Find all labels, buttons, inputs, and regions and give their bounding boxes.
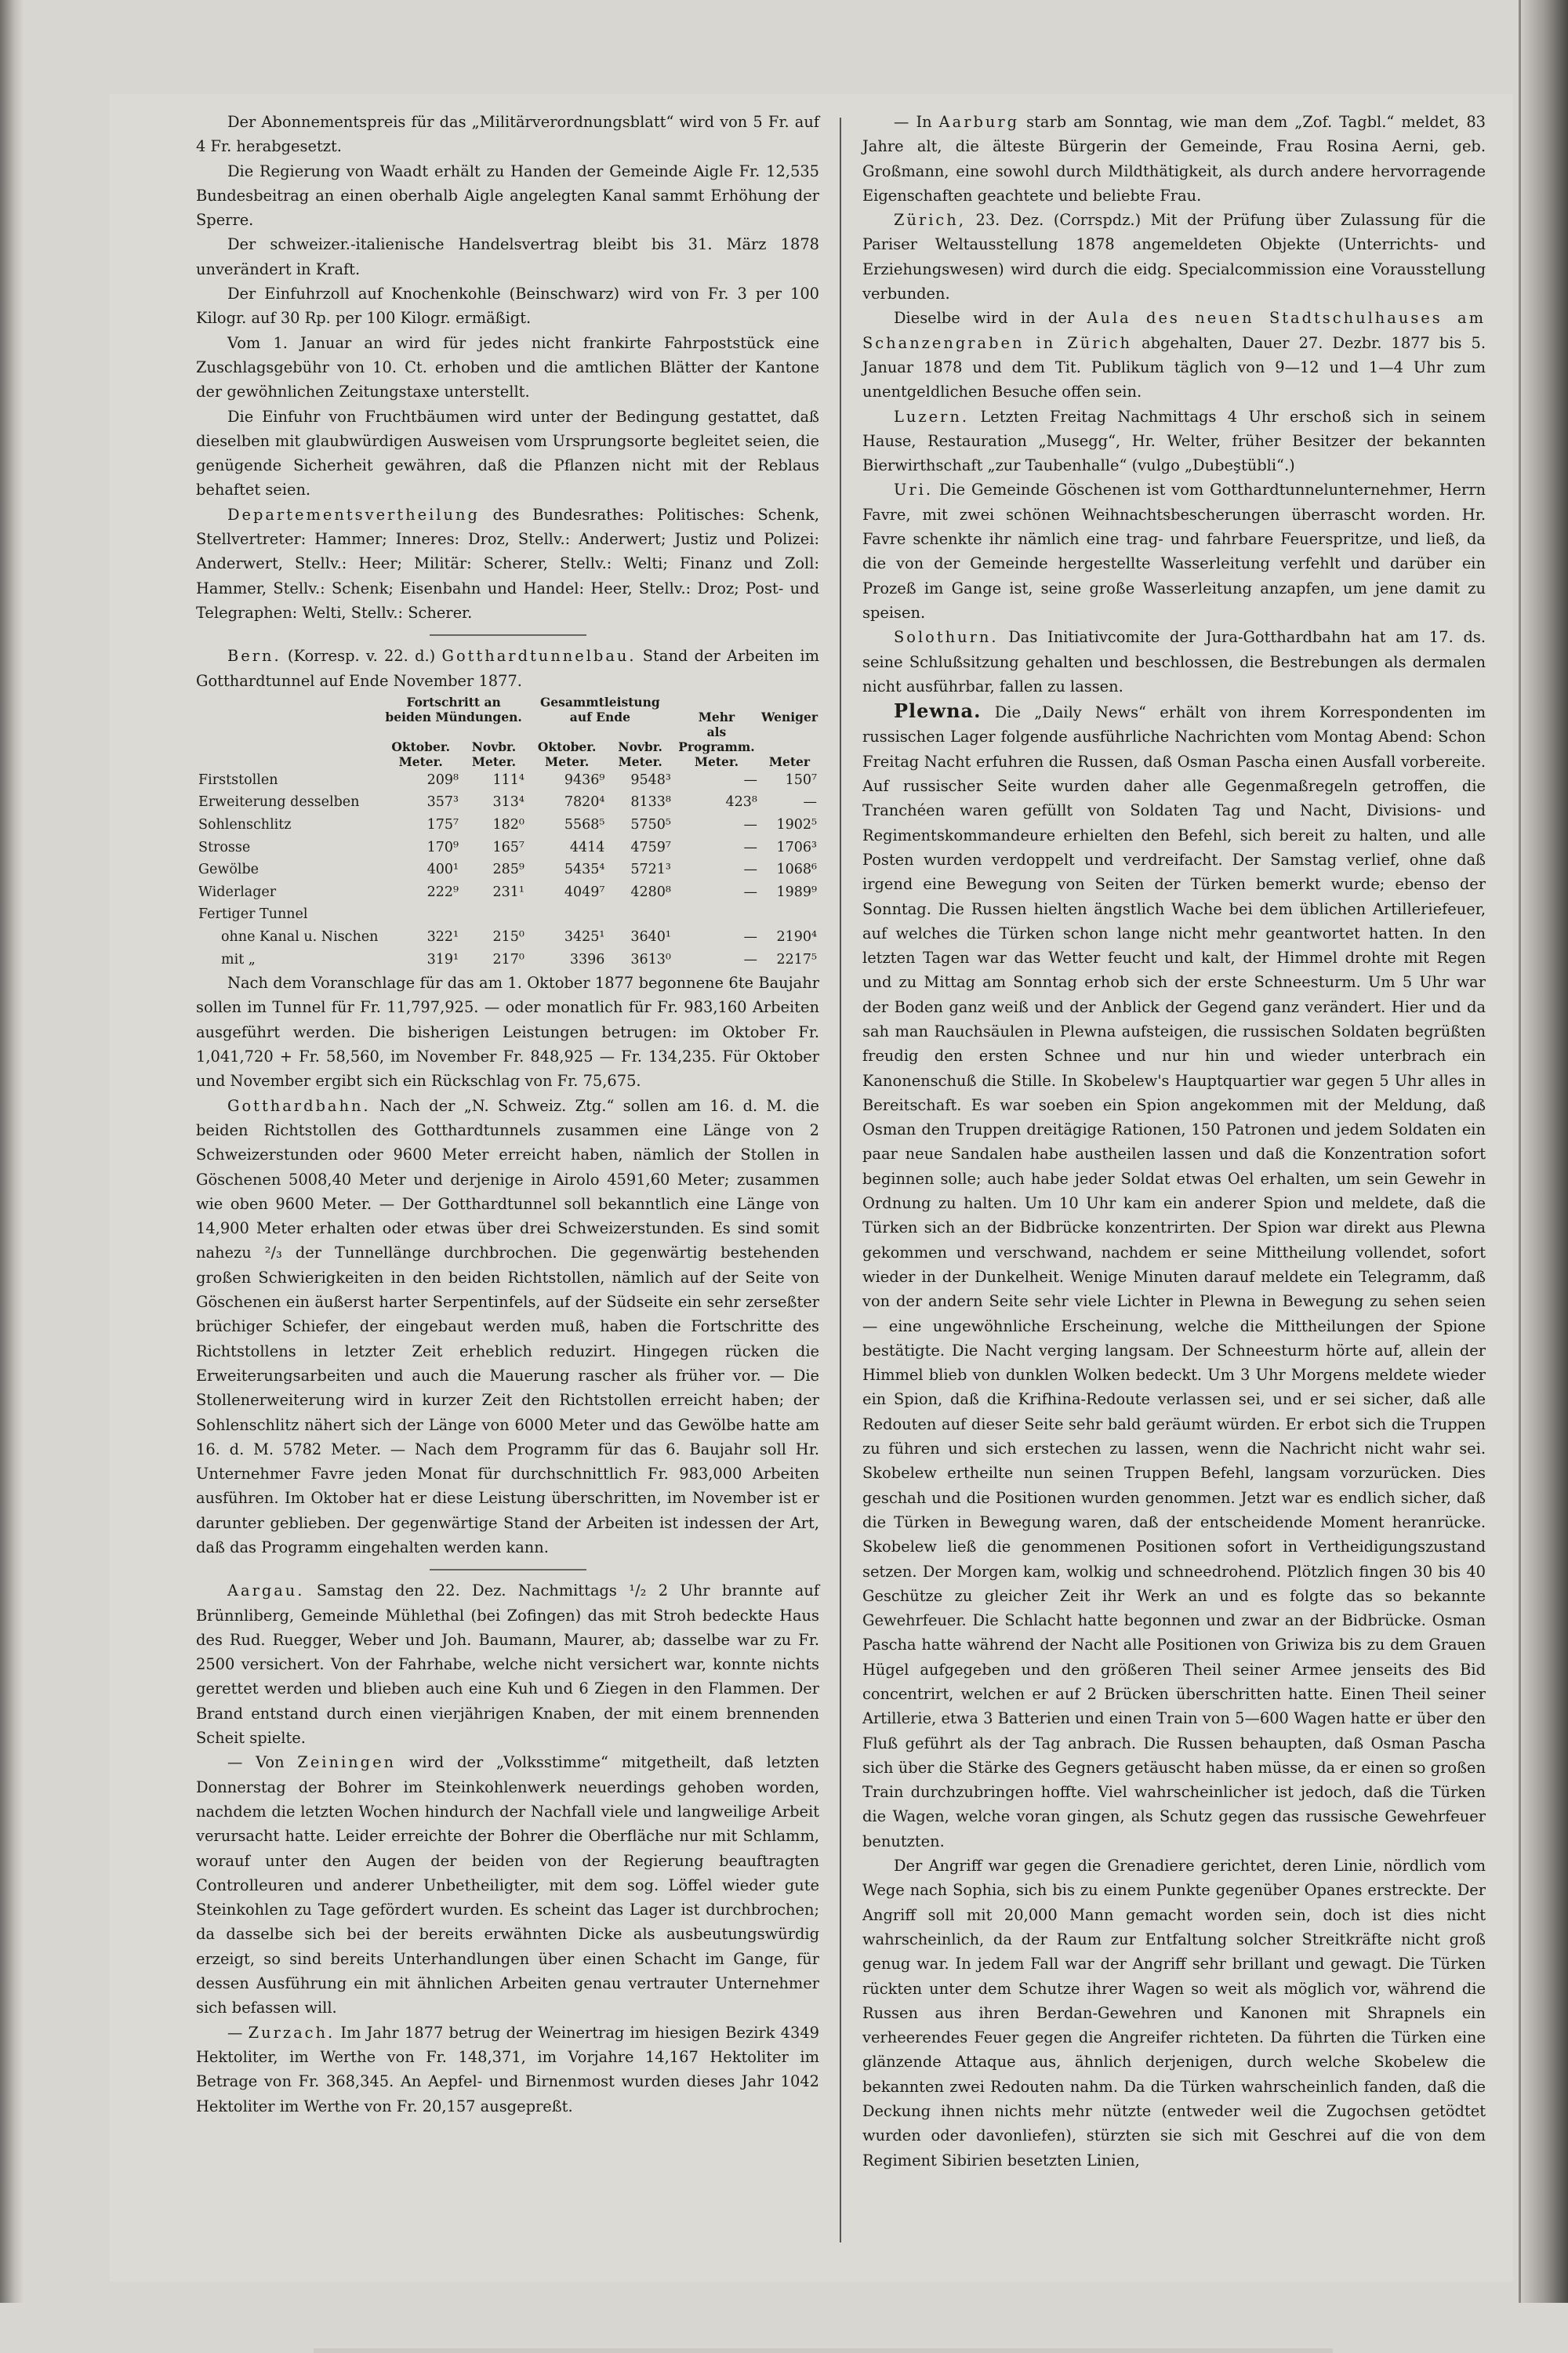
th-sub: Novbr. Meter. bbox=[618, 739, 662, 769]
th-sub: Novbr. Meter. bbox=[471, 739, 517, 769]
cell: 400¹ bbox=[426, 862, 459, 878]
zeiningen-article bbox=[196, 1750, 819, 2020]
aarburg-label: Aarburg bbox=[938, 113, 1020, 131]
abonnement-notice: Der Abonnementspreis für das „Militärverordnungsblatt“ wird von 5 Fr. auf 4 Fr. herabgesetzt. bbox=[196, 113, 819, 156]
cell: 231¹ bbox=[492, 884, 524, 900]
zurich-text: 23. Dez. (Corrspdz.) Mit der Prüfung über Zulassung für die Pariser Weltausstellung 1878 angemeldeten Objekte (Unterrichts- und Erziehungswesen) wird durch die eidg. Specialcommission eine Vorausstellung verbunden. bbox=[862, 211, 1486, 303]
th-fortschritt: Fortschritt an beiden Mündungen. bbox=[385, 694, 522, 724]
row-label: Strosse bbox=[198, 839, 251, 855]
row-label: Erweiterung desselben bbox=[198, 794, 360, 811]
cell: 209⁸ bbox=[426, 772, 459, 788]
row-label: Firststollen bbox=[198, 772, 278, 788]
zurich-p2-pre: Dieselbe wird in der bbox=[894, 309, 1087, 328]
th-gesammt: Gesammtleistung auf Ende bbox=[540, 694, 660, 724]
luzern-text: Letzten Freitag Nachmittags 4 Uhr erschoß sich in seinem Hause, Restauration „Musegg“, Hr. Welter, früher Besitzer der bekannten Bierwirthschaft „zur Taubenhalle“ (vulgo „Dubeştübli“.) bbox=[862, 407, 1486, 475]
bern-label: Bern. bbox=[227, 647, 281, 666]
zurich-p2-text: abgehalten, Dauer 27. Dezbr. 1877 bis 5. Januar 1878 und dem Tit. Publikum täglich von 9—12 und 1—4 Uhr zum unentgeldlichen Besuche offen sein. bbox=[862, 333, 1486, 401]
table-row bbox=[196, 791, 819, 814]
cell: 7820⁴ bbox=[564, 794, 605, 811]
einfuhrzoll-notice: Der Einfuhrzoll auf Knochenkohle (Beinschwarz) wird von Fr. 3 per 100 Kilogr. auf 30 Rp. per 100 Kilogr. ermäßigt. bbox=[196, 285, 819, 328]
cell: 2190⁴ bbox=[776, 928, 817, 945]
left-column bbox=[196, 110, 819, 2119]
zeiningen-text: wird der „Volksstimme“ mitgetheilt, daß letzten Donnerstag der Bohrer im Steinkohlenwerk neuerdings gehoben worden, nachdem die letzten Wochen hindurch der Nachfall viele und langweilige Arbeit verursacht hatte. Leider erreichte der Bohrer die Oberfläche nur mit Schlamm, worauf unter den Augen der beiden von der Regierung beauftragten Controlleuren und anderer Unbetheiligter, mit dem sog. Löffel wieder gute Steinkohlen zu Tage gefördert wurden. Es scheint das Lager ist durchbrochen; da dasselbe sich bei der bereits erwähnten Dicke als ausbeutungswürdig erzeigt, so sind bereits Unterhandlungen über einen Schacht im Gange, für dessen Ausführung ein mit ähnlichen Arbeiten genau vertrauter Unternehmer sich befassen will. bbox=[196, 1753, 820, 2017]
aargau-text: Samstag den 22. Dez. Nachmittags ¹/₂ 2 Uhr brannte auf Brünnliberg, Gemeinde Mühlethal (bei Zofingen) das mit Stroh bedeckte Haus des Rud. Ruegger, Weber und Joh. Baumann, Maurer, ab; dasselbe war zu Fr. 2500 versichert. Von der Fahrhabe, welche nicht versichert war, konnte nichts gerettet werden und blieben auch eine Kuh und 6 Ziegen in den Flammen. Der Brand entstand durch einen vierjährigen Knaben, der mit einem brennenden Scheit spielte. bbox=[196, 1581, 819, 1748]
luzern-article bbox=[862, 405, 1486, 478]
zurich-article-2 bbox=[862, 306, 1486, 404]
cell: 4049⁷ bbox=[564, 884, 605, 900]
cell: — bbox=[743, 839, 757, 855]
zurzach-text: Im Jahr 1877 betrug der Weinertrag im hiesigen Bezirk 4349 Hektoliter, im Werthe von Fr. 148,371, im Vorjahre 14,167 Hektoliter im Betrage von Fr. 368,345. An Aepfel- und Birnenmost wurden dieses Jahr 1042 Hektoliter im Werthe von Fr. 20,157 ausgepreßt. bbox=[196, 2023, 819, 2115]
tunnel-progress-table bbox=[196, 695, 819, 971]
solothurn-label: Solothurn. bbox=[894, 628, 999, 647]
cell: — bbox=[743, 817, 757, 833]
cell: 222⁹ bbox=[426, 884, 459, 900]
aarburg-article bbox=[862, 110, 1486, 208]
zurich-article bbox=[862, 208, 1486, 306]
aarburg-text: starb am Sonntag, wie man dem „Zof. Tagbl.“ meldet, 83 Jahre alt, die älteste Bürgerin der Gemeinde, Frau Rosina Aerni, geb. Großmann, eine sowohl durch Mildthätigkeit, als durch andere hervorragende Eigenschaften geachtete und beliebte Frau. bbox=[862, 113, 1486, 205]
zeiningen-label: Zeiningen bbox=[297, 1753, 397, 1772]
bern-intro bbox=[196, 644, 819, 693]
aargau-label: Aargau. bbox=[227, 1581, 305, 1600]
cell: — bbox=[743, 951, 757, 968]
zurzach-label: Zurzach. bbox=[248, 2023, 336, 2042]
cell: 9436⁹ bbox=[564, 772, 605, 788]
uri-label: Uri. bbox=[894, 481, 933, 499]
cell: 3613⁰ bbox=[630, 951, 671, 968]
solothurn-text: Das Initiativcomite der Jura-Gotthardbahn hat am 17. ds. seine Schlußsitzung gehalten und beschlossen, die Bestrebungen als dermalen nicht ausführbar, fallen zu lassen. bbox=[862, 628, 1486, 695]
zurich-p2-label: Aula des neuen Stadtschulhauses am Schanzengraben in Zürich bbox=[862, 309, 1486, 352]
th-als-programm: als Programm. bbox=[678, 724, 755, 754]
row-label: Sohlenschlitz bbox=[198, 817, 292, 833]
cell: 111⁴ bbox=[492, 772, 524, 788]
cell: 5568⁵ bbox=[564, 817, 605, 833]
aarburg-pre: — In bbox=[894, 113, 939, 131]
cell: 5750⁵ bbox=[630, 817, 671, 833]
cell: 150⁷ bbox=[785, 772, 817, 788]
zurzach-pre: — bbox=[227, 2023, 249, 2042]
cell: 1706³ bbox=[776, 839, 817, 855]
cell: 285⁹ bbox=[492, 862, 524, 878]
row-label: Gewölbe bbox=[198, 862, 260, 878]
row-label: mit „ bbox=[221, 951, 256, 968]
departemente-notice bbox=[196, 503, 819, 625]
cell: 217⁰ bbox=[492, 951, 524, 968]
row-group-label: Fertiger Tunnel bbox=[198, 906, 308, 923]
table-row bbox=[196, 814, 819, 837]
cell: 175⁷ bbox=[426, 817, 459, 833]
cell: 182⁰ bbox=[492, 817, 524, 833]
cell: 357³ bbox=[426, 794, 459, 811]
fruchtbaeume-notice: Die Einfuhr von Fruchtbäumen wird unter der Bedingung gestattet, daß dieselben mit glaubwürdigen Ausweisen vom Ursprungsorte begleitet seien, die genügende Sicherheit gewähren, daß die Pflanzen nicht mit der Reblaus behaftet seien. bbox=[196, 407, 819, 499]
uri-article bbox=[862, 477, 1486, 625]
cell: 4280⁸ bbox=[630, 884, 671, 900]
fahrpost-notice: Vom 1. Januar an wird für jedes nicht frankirte Fahrpoststück eine Zuschlagsgebühr von 10. Ct. erhoben und die amtlichen Blätter der Kantone der gewöhnlichen Zeitungstaxe unterstellt. bbox=[196, 333, 819, 401]
table-row bbox=[196, 903, 819, 926]
bottom-bleed-strip bbox=[314, 2348, 1333, 2353]
cell: 170⁹ bbox=[426, 839, 459, 855]
bern-korr: (Korresp. v. 22. d.) bbox=[281, 647, 442, 666]
gotthardbahn-label: Gotthardbahn. bbox=[227, 1096, 371, 1115]
cell: — bbox=[743, 772, 757, 788]
th-weniger: Weniger bbox=[760, 709, 818, 724]
plewna-text: Die „Daily News“ erhält von ihrem Korrespondenten im russischen Lager folgende ausführliche Nachrichten vom Montag Abend: Schon Freitag Nacht erfuhren die Russen, daß Osman Pascha einen Ausfall vorbereite. Auf russischer Seite wurden daher alle Gegenmaßregeln getroffen, die Tranchéen waren gefüllt von Soldaten Tag und Nacht, Divisions- und Regimentskommandeure erhielten den Befehl, sich bereit zu halten, und alle Posten wurden verdoppelt und verdreifacht. Der Samstag verlief, ohne daß irgend eine Bewegung von Seiten der Türken bemerkt wurde; ebenso der Sonntag. Die Russen hielten ängstlich Wache bei dem üblichen Artilleriefeuer, auf welches die Türken schon lange nicht mehr geantwortet hatten. In den letzten Tagen war das Wetter feucht und kalt, der Himmel drohte mit Regen und zu Mittag am Sonntag erhob sich der erste Schneesturm. Um 5 Uhr war der Boden ganz weiß und der Anblick der Gegend ganz verändert. Hier und da sah man Rauchsäulen in Plewna aufsteigen, die russischen Soldaten begrüßten freudig den ersten Schnee und nur hin und wieder unterbrach ein Kanonenschuß die Stille. In Skobelew's Hauptquartier war gegen 5 Uhr alles in Bereitschaft. Es war soeben ein Spion angekommen mit der Meldung, daß Osman den Truppen dreitägige Rationen, 150 Patronen und jedem Soldaten ein paar neue Sandalen habe austheilen lassen und daß die Konzentration sofort beginnen solle; auch habe jeder Soldat etwas Oel erhalten, um sein Gewehr in Ordnung zu halten. Um 10 Uhr kam ein anderer Spion und meldete, daß die Türken sich an der Bidbrücke konzentrirten. Der Spion war direkt aus Plewna gekommen und verschwand, nachdem er seine Mittheilung vollendet, sofort wieder in der Dunkelheit. Wenige Minuten darauf meldete ein Telegramm, daß von der andern Seite sehr viele Lichter in Plewna in Bewegung zu sehen seien — eine ungewöhnliche Erscheinung, welche die Mittheilungen der Spione bestätigte. Die Nacht verging langsam. Der Schneesturm hörte auf, allein der Himmel blieb von dunklen Wolken bedeckt. Um 3 Uhr Morgens meldete wieder ein Spion, daß die Krifhina-Redoute verlassen sei, und er sei sicher, daß alle Redouten auf dieser Seite sehr bald geräumt würden. Er erbot sich die Truppen zu führen und sich erstechen zu lassen, wenn die Nachricht nicht wahr sei. Skobelew ertheilte nun seinen Truppen Befehl, langsam vorzurücken. Dies geschah und die Positionen wurden genommen. Jetzt war es endlich sicher, daß die Türken in Bewegung waren, daß der entscheidende Moment heranrücke. Skobelew ließ die genommenen Positionen sofort in Vertheidigungszustand setzen. Der Morgen kam, wolkig und schneedrohend. Plötzlich fingen 30 bis 40 Geschütze zu gleicher Zeit ihr Werk an und es folgte das so bekannte Gewehrfeuer. Die Schlacht hatte begonnen und zwar an der Bidbrücke. Osman Pascha hatte während der Nacht alle Positionen von Griwiza bis zu dem Grauen Hügel aufgegeben und den größeren Theil seiner Armee jenseits des Bid concentrirt, welchen er auf 2 Brücken überschritten hatte. Einen Theil seiner Artillerie, etwa 3 Batterien und einen Train von 5—600 Wagen hatte er über den Fluß geführt als der Tag anbrach. Die Russen behaupten, daß Osman Pascha sich über die Stärke des Gegners getäuscht haben müsse, da er einen so großen Train durchzubringen hoffte. Viel wahrscheinlicher ist jedoch, daß die Türken die Wagen, welche voran gingen, als Schutz gegen das russische Gewehrfeuer benutzten. bbox=[862, 703, 1486, 1850]
th-sub: Meter. bbox=[694, 753, 739, 769]
cell: — bbox=[743, 884, 757, 900]
cell: 4759⁷ bbox=[630, 839, 671, 855]
cell: 3425¹ bbox=[564, 928, 605, 945]
cell: 215⁰ bbox=[492, 928, 524, 945]
section-divider bbox=[430, 1569, 586, 1570]
row-label: Widerlager bbox=[198, 884, 277, 900]
departemente-text: des Bundesrathes: Politisches: Schenk, Stellvertreter: Hammer; Inneres: Droz, Stellv.: Anderwert; Justiz und Polizei: Anderwert, Stellv.: Heer; Militär: Scherer, Stellv.: Welti; Finanz und Zoll: Hammer, Stellv.: Schenk; Eisenbahn und Handel: Heer, Stellv.: Droz; Post- und Telegraphen: Welti, Stellv.: Scherer. bbox=[196, 505, 819, 622]
gotthardbahn-text: Nach der „N. Schweiz. Ztg.“ sollen am 16. d. M. die beiden Richtstollen des Gotthardtunnels zusammen eine Länge von 2 Schweizerstunden oder 9600 Meter erreicht haben, nämlich der Stollen in Göschenen 5008,40 Meter und derjenige in Airolo 4591,60 Meter; zusammen wie oben 9600 Meter. — Der Gotthardtunnel soll bekanntlich eine Länge von 14,900 Meter erhalten oder etwas über drei Schweizerstunden. Es sind somit nahezu ²/₃ der Tunnellänge durchbrochen. Die gegenwärtig bestehenden großen Schwierigkeiten in den beiden Richtstollen, nämlich auf der Seite von Göschenen ein äußerst harter Serpentinfels, auf der Südseite ein sehr zerseßter brüchiger Schiefer, der eingebaut werden muß, haben die Fortschritte des Richtstollens in letzter Zeit erheblich reduzirt. Hingegen rücken die Erweiterungsarbeiten und auch die Mauerung rascher als früher vor. — Die Stollenerweiterung wird in kurzer Zeit den Richtstollen erreicht haben; der Sohlenschlitz nähert sich der Länge von 6000 Meter und das Gewölbe hatte am 16. d. M. 5782 Meter. — Nach dem Programm für das 6. Baujahr soll Hr. Unternehmer Favre jeden Monat für durchschnittlich Fr. 983,000 Arbeiten ausführen. Im Oktober hat er diese Leistung überschritten, im November ist er darunter geblieben. Der gegenwärtige Stand der Arbeiten ist indessen der Art, daß das Programm eingehalten werden kann. bbox=[196, 1096, 819, 1556]
cell: 313⁴ bbox=[492, 794, 524, 811]
cell: 319¹ bbox=[426, 951, 459, 968]
cell: 423⁸ bbox=[725, 794, 757, 811]
cell: 4414 bbox=[569, 839, 605, 855]
table-row bbox=[196, 949, 819, 971]
handelsvertrag-notice: Der schweizer.-italienische Handelsvertrag bleibt bis 31. März 1878 unverändert in Kraft. bbox=[196, 235, 819, 278]
section-divider bbox=[430, 634, 586, 636]
table-row bbox=[196, 769, 819, 792]
plewna-article-2: Der Angriff war gegen die Grenadiere gerichtet, deren Linie, nördlich vom Wege nach Sophia, sich bis zu einem Punkte gegenüber Opanes erstreckte. Der Angriff soll mit 20,000 Mann gemacht worden sein, doch ist dies nicht wahrscheinlich, da der Raum zur Entfaltung solcher Streitkräfte nicht groß genug war. In jedem Fall war der Angriff sehr brillant und gewagt. Die Türken rückten unter dem Schutze ihrer Wagen so weit als möglich vor, während die Russen aus ihren Berdan-Gewehren und Kanonen mit Shrapnels ein verheerendes Feuer gegen die Angreifer richteten. Da führten die Türken eine glänzende Attaque aus, ähnlich derjenigen, durch welche Skobelew die bekannten zwei Redouten nahm. Da die Türken wahrscheinlich fanden, daß die Deckung ihnen nichts mehr nützte (entweder weil die Zugochsen getödtet wurden oder davonliefen), stürzten sie sich mit Geschrei auf die von dem Regiment Sibirien besetzten Linien, bbox=[862, 1857, 1486, 2170]
uri-text: Die Gemeinde Göschenen ist vom Gotthardtunnelunternehmer, Herrn Favre, mit zwei schönen Weihnachtsbescherungen überrascht worden. Hr. Favre schenkte ihr nämlich eine trag- und fahrbare Feuerspritze, und ließ, da die von der Gemeinde hergestellte Wasserleitung verfehlt und darüber ein Prozeß im Gange ist, seine große Wasserleitung anzapfen, um jene damit zu speisen. bbox=[862, 481, 1486, 622]
column-divider bbox=[840, 118, 841, 2242]
table-row bbox=[196, 881, 819, 904]
aargau-article bbox=[196, 1578, 819, 1750]
page-fold-line bbox=[1519, 0, 1521, 2303]
table-corner bbox=[196, 695, 380, 769]
luzern-label: Luzern. bbox=[894, 407, 969, 426]
cell: 2217⁵ bbox=[776, 951, 817, 968]
th-sub: Oktober. Meter. bbox=[391, 739, 450, 769]
cell: 8133⁸ bbox=[630, 794, 671, 811]
th-sub: Oktober. Meter. bbox=[537, 739, 597, 769]
newspaper-page bbox=[110, 94, 1513, 2282]
departemente-label: Departementsvertheilung bbox=[227, 505, 480, 524]
th-mehr: Mehr bbox=[698, 709, 735, 724]
bern-text: Stand der Arbeiten im Gotthardtunnel auf Ende November 1877. bbox=[196, 647, 819, 690]
table-row bbox=[196, 837, 819, 859]
cell: 1902⁵ bbox=[776, 817, 817, 833]
table-row bbox=[196, 926, 819, 949]
scan-edge-left bbox=[0, 0, 24, 2303]
voranschlag-text: Nach dem Voranschlage für das am 1. Oktober 1877 begonnene 6te Baujahr sollen im Tunnel für Fr. 11,797,925. — oder monatlich für Fr. 983,160 Arbeiten ausgeführt werden. Die bisherigen Leistungen betrugen: im Oktober Fr. 1,041,720 + Fr. 58,560, im November Fr. 848,925 — Fr. 134,235. Für Oktober und November ergibt sich ein Rückschlag von Fr. 75,675. bbox=[196, 974, 819, 1091]
th-sub-mehr bbox=[673, 724, 760, 769]
th-sub: Meter bbox=[768, 753, 811, 769]
table-row bbox=[196, 859, 819, 881]
cell: — bbox=[743, 928, 757, 945]
zurich-label: Zürich, bbox=[894, 211, 966, 230]
cell: 3640¹ bbox=[630, 928, 671, 945]
row-label: ohne Kanal u. Nischen bbox=[221, 928, 379, 945]
plewna-article bbox=[862, 699, 1486, 1854]
bern-topic: Gotthardtunnelbau. bbox=[441, 647, 637, 666]
cell: 1989⁹ bbox=[776, 884, 817, 900]
cell: 5435⁴ bbox=[564, 862, 605, 878]
waadt-notice: Die Regierung von Waadt erhält zu Handen der Gemeinde Aigle Fr. 12,535 Bundesbeitrag an einen oberhalb Aigle angelegten Kanal sammt Erhöhung der Sperre. bbox=[196, 162, 819, 230]
zeiningen-pre: — Von bbox=[227, 1753, 298, 1772]
cell: 322¹ bbox=[426, 928, 459, 945]
plewna-label: Plewna. bbox=[894, 699, 982, 723]
cell: 3396 bbox=[569, 951, 605, 968]
cell: — bbox=[803, 794, 817, 811]
gotthardbahn-article bbox=[196, 1094, 819, 1560]
right-column bbox=[862, 110, 1486, 2173]
cell: 9548³ bbox=[630, 772, 671, 788]
scan-edge-right bbox=[1521, 0, 1568, 2303]
cell: — bbox=[743, 862, 757, 878]
zurzach-article bbox=[196, 2021, 819, 2119]
cell: 165⁷ bbox=[492, 839, 524, 855]
cell: 5721³ bbox=[630, 862, 671, 878]
cell: 1068⁶ bbox=[776, 862, 817, 878]
solothurn-article bbox=[862, 625, 1486, 699]
